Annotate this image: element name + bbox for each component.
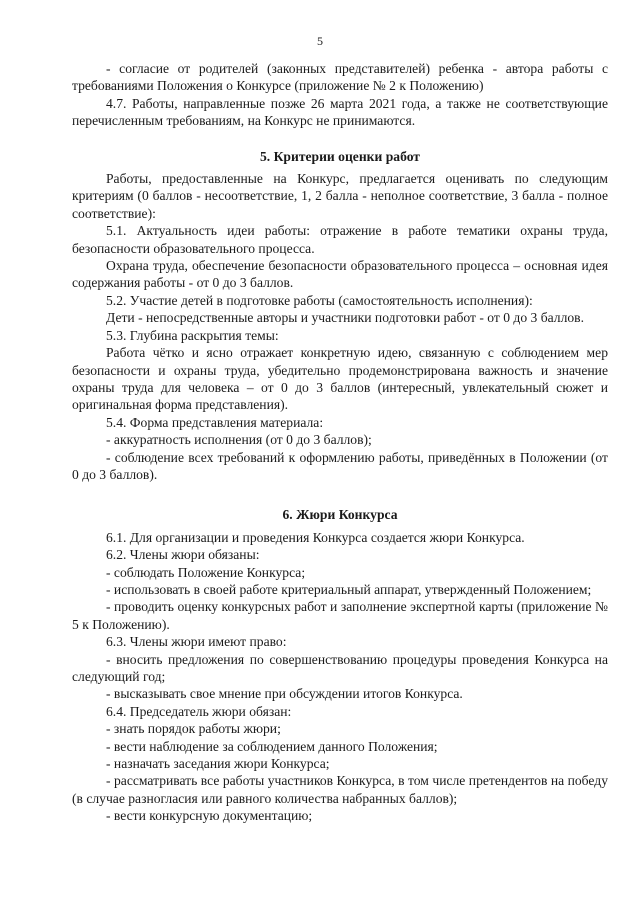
clause-6-4-item-5: - вести конкурсную документацию; bbox=[106, 808, 313, 824]
clause-6-2-item-1: - соблюдать Положение Конкурса; bbox=[106, 564, 306, 580]
page-number: 5 bbox=[317, 34, 323, 48]
clause-5-1: 5.1. Актуальность идеи работы: отражение в работе тематики охраны труда, безопасности образовательного процесса. bbox=[72, 223, 608, 256]
clause-5-4-item-requirements: - соблюдение всех требований к оформлению работы, приведённых в Положении (от 0 до 3 баллов). bbox=[72, 449, 608, 482]
clause-5-3: 5.3. Глубина раскрытия темы: bbox=[106, 327, 279, 343]
clause-6-4: 6.4. Председатель жюри обязан: bbox=[106, 703, 292, 719]
clause-6-2-item-2: - использовать в своей работе критериальный аппарат, утвержденный Положением; bbox=[106, 581, 592, 597]
clause-4-7: 4.7. Работы, направленные позже 26 марта 2021 года, а также не соответствующие перечисленным требованиям, на Конкурс не принимаются. bbox=[72, 95, 608, 129]
clause-6-2-item-3: - проводить оценку конкурсных работ и заполнение экспертной карты (приложение № 5 к Положению). bbox=[72, 599, 608, 632]
clause-5-2-detail: Дети - непосредственные авторы и участники подготовки работ - от 0 до 3 баллов. bbox=[106, 310, 584, 326]
clause-6-2: 6.2. Члены жюри обязаны: bbox=[106, 547, 260, 563]
clause-6-3-item-1: - вносить предложения по совершенствованию процедуры проведения Конкурса на следующий год; bbox=[72, 651, 608, 684]
clause-6-1: 6.1. Для организации и проведения Конкурса создается жюри Конкурса. bbox=[106, 529, 525, 545]
clause-6-4-item-4: - рассматривать все работы участников Конкурса, в том числе претендентов на победу (в случае разногласия или равного количества набранных баллов); bbox=[72, 773, 608, 806]
section-5-intro: Работы, предоставленные на Конкурс, предлагается оценивать по следующим критериям (0 баллов - несоответствие, 1, 2 балла - неполное соответствие, 3 балла - полное соответствие): bbox=[72, 171, 608, 221]
page-content bbox=[72, 60, 608, 825]
intro-consent-item: - согласие от родителей (законных представителей) ребенка - автора работы с требованиями Положения о Конкурсе (приложение № 2 к Положению) bbox=[72, 61, 608, 94]
section-5-heading: 5. Критерии оценки работ bbox=[259, 148, 420, 164]
clause-6-4-item-3: - назначать заседания жюри Конкурса; bbox=[106, 756, 330, 772]
clause-5-4: 5.4. Форма представления материала: bbox=[106, 414, 324, 430]
clause-5-4-item-accuracy: - аккуратность исполнения (от 0 до 3 баллов); bbox=[106, 432, 372, 448]
clause-6-3-item-2: - высказывать свое мнение при обсуждении итогов Конкурса. bbox=[106, 686, 463, 702]
clause-5-2: 5.2. Участие детей в подготовке работы (самостоятельность исполнения): bbox=[106, 292, 533, 308]
clause-6-3: 6.3. Члены жюри имеют право: bbox=[106, 634, 287, 650]
clause-6-4-item-1: - знать порядок работы жюри; bbox=[106, 721, 281, 737]
clause-5-1-detail: Охрана труда, обеспечение безопасности образовательного процесса – основная идея содержания работы - от 0 до 3 баллов. bbox=[72, 258, 608, 291]
clause-5-3-detail: Работа чётко и ясно отражает конкретную идею, связанную с соблюдением мер безопасности и охраны труда, убедительно продемонстрирована важность и значение охраны труда для человека – от 0 до 3 баллов (интересный, увлекательный сюжет и оригинальная форма представления). bbox=[72, 345, 608, 413]
section-6-heading: 6. Жюри Конкурса bbox=[282, 507, 398, 523]
clause-6-4-item-2: - вести наблюдение за соблюдением данного Положения; bbox=[106, 738, 438, 754]
